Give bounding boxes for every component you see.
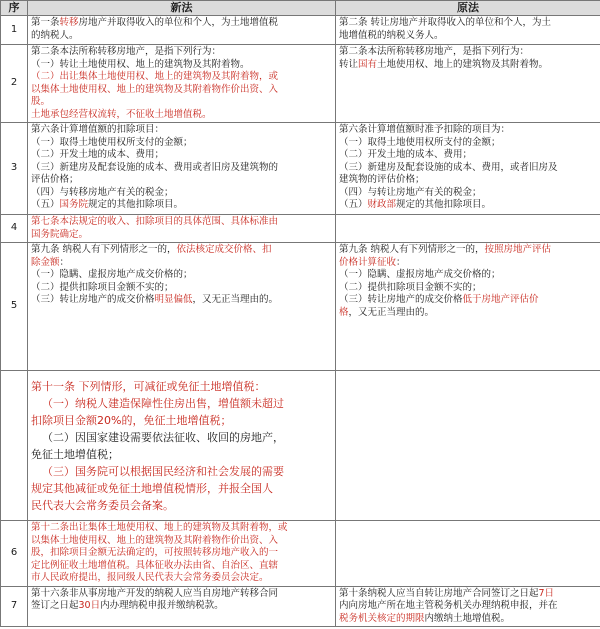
text-segment: （一）转让土地使用权、地上的建筑物及其附着物。 [31, 58, 250, 70]
text-segment: 规定的其他扣除项目。 [88, 199, 184, 210]
text-line [31, 96, 332, 109]
new-law-cell [28, 521, 336, 587]
changed-text: 土地承包经营权流转，不征收土地增值税。 [31, 108, 212, 120]
text-line [31, 109, 332, 122]
text-line [31, 30, 332, 43]
text-line [339, 307, 597, 320]
text-line [31, 600, 332, 613]
changed-text: 除金额 [31, 256, 60, 268]
text-line [339, 59, 597, 72]
text-segment: （二）开发土地的成本、费用； [339, 149, 473, 160]
text-segment: 第九条 纳税人有下列情形之一的， [31, 244, 177, 255]
text-line [339, 294, 597, 307]
text-line [339, 600, 597, 613]
changed-text: 按照房地产评估 [484, 244, 552, 255]
row-seq-cell: 5 [1, 243, 28, 371]
changed-text: 第十一条 下列情形，可减征或免征土地增值税： [31, 379, 266, 393]
text-line [31, 174, 332, 187]
changed-text: 第七条本法规定的收入、扣除项目的具体范围、具体标准由 [31, 216, 279, 227]
text-segment: 签订之日起 [31, 600, 79, 611]
text-segment: 第六条计算增值额的扣除项目： [31, 124, 165, 135]
text-line [339, 162, 597, 175]
changed-text: 7日 [538, 587, 555, 599]
text-line [339, 257, 597, 270]
text-segment: （一）取得土地使用权所支付的金额； [339, 136, 501, 148]
text-segment: 土地使用权、地上的建筑物及其附着物。 [377, 58, 549, 70]
new-law-cell [28, 586, 336, 627]
text-segment: （五） [339, 199, 368, 210]
table-body [1, 16, 600, 627]
text-line [339, 613, 597, 626]
changed-text: 转移 [59, 17, 79, 28]
text-segment: （二）提供扣除项目金额不实的； [31, 281, 174, 293]
new-law-cell [28, 123, 336, 215]
text-segment: 第九条 纳税人有下列情形之一的， [339, 244, 485, 255]
text-segment: ： [59, 256, 70, 268]
text-line [31, 282, 332, 295]
text-line [339, 30, 597, 43]
text-line [31, 199, 332, 212]
changed-text: 低于房地产评估价 [462, 294, 539, 305]
text-line [31, 269, 332, 282]
text-line [31, 137, 332, 150]
changed-text: 以集体土地使用权、地上的建筑物及其附着物作价出资、入 [31, 534, 279, 546]
old-law-cell [336, 586, 600, 627]
old-law-cell [336, 243, 600, 371]
text-segment: 的纳税人。 [31, 29, 79, 41]
new-law-cell [28, 243, 336, 371]
row-seq-cell: 7 [1, 586, 28, 627]
row-seq-cell: 1 [1, 16, 28, 45]
text-line [339, 269, 597, 282]
text-line [31, 294, 332, 307]
text-segment: 内缴纳土地增值税。 [424, 612, 511, 624]
changed-text: 明显偏低 [154, 294, 193, 305]
text-segment: （三）转让房地产的成交价格 [339, 294, 463, 305]
text-line [31, 59, 332, 72]
text-segment: 地增值税的纳税义务人。 [339, 29, 444, 41]
new-law-cell [28, 45, 336, 123]
changed-text: 国务院确定。 [31, 228, 89, 240]
text-segment: 房地产并取得收入的单位和个人，为土地增值税 [78, 17, 279, 28]
changed-text: 民代表大会常务委员会备案。 [31, 498, 174, 512]
text-line [339, 124, 597, 137]
table-row [1, 243, 600, 371]
text-line [31, 216, 332, 229]
old-law-cell [336, 521, 600, 587]
changed-text: 以集体土地使用权、地上的建筑物及其附着物作价出资、入 [31, 83, 279, 95]
text-line [339, 149, 597, 162]
text-segment: （一）隐瞒、虚报房地产成交价格的； [31, 269, 193, 280]
changed-text: 股，扣除项目金额无法确定的，可按照转移房地产收入的一 [31, 547, 279, 558]
old-law-cell [336, 45, 600, 123]
text-segment: 内向房地产所在地主管税务机关办理纳税申报，并在 [339, 600, 558, 611]
text-line [31, 378, 332, 395]
text-segment: 转让 [339, 58, 359, 70]
header-seq: 序 [1, 1, 28, 16]
text-line [31, 162, 332, 175]
text-segment: ： [396, 256, 406, 268]
new-law-cell [28, 215, 336, 243]
old-law-cell [336, 215, 600, 243]
text-segment: （二）提供扣除项目金额不实的； [339, 281, 482, 293]
changed-text: 价格计算征收 [339, 256, 397, 268]
changed-text: 国有 [358, 58, 378, 70]
text-line [339, 137, 597, 150]
text-line [339, 174, 597, 187]
old-law-cell [336, 123, 600, 215]
text-line [31, 560, 332, 573]
changed-text: 规定其他减征或免征土地增值税情形，并报全国人 [31, 481, 273, 495]
old-law-cell [336, 371, 600, 521]
text-line [31, 522, 332, 535]
text-line [31, 84, 332, 97]
text-segment: 第六条计算增值额时准予扣除的项目为： [339, 124, 511, 135]
text-line [31, 497, 332, 514]
text-line [339, 244, 597, 257]
text-segment: 第十条纳税人应当自转让房地产合同签订之日起 [339, 587, 539, 599]
text-line [339, 17, 597, 30]
text-segment: （一）取得土地使用权所支付的金额； [31, 136, 193, 148]
changed-text: 市人民政府提出，报同级人民代表大会常务委员会决定。 [31, 572, 269, 583]
text-line [31, 572, 332, 585]
text-segment: （三）转让房地产的成交价格 [31, 294, 155, 305]
table-row [1, 123, 600, 215]
table-row [1, 45, 600, 123]
changed-text: （二）出让集体土地使用权、地上的建筑物及其附着物，或 [31, 71, 279, 82]
header-new-law: 新法 [28, 1, 336, 16]
changed-text: 第十二条出让集体土地使用权、地上的建筑物及其附着物，或 [31, 522, 288, 533]
text-line [31, 588, 332, 601]
text-segment: 第一条 [31, 17, 60, 28]
text-segment: 第二条 转让房地产并取得收入的单位和个人，为土 [339, 17, 552, 28]
text-line [339, 282, 597, 295]
text-segment: ，又无正当理由的。 [192, 294, 279, 305]
text-line [31, 480, 332, 497]
text-segment: （一）隐瞒、虚报房地产成交价格的； [339, 269, 501, 280]
text-line [31, 547, 332, 560]
text-segment: 评估价格； [31, 174, 79, 185]
changed-text: 30日 [78, 600, 101, 611]
text-line [31, 187, 332, 200]
text-segment: （四）与转让房地产有关的税金； [339, 186, 482, 198]
text-line [31, 395, 332, 412]
text-segment: 第二条本法所称转移房地产，是指下列行为： [339, 46, 530, 57]
text-line [31, 149, 332, 162]
changed-text: 国务院 [59, 199, 89, 210]
table-row [1, 215, 600, 243]
text-line [31, 463, 332, 480]
text-line [339, 187, 597, 200]
text-line [31, 257, 332, 270]
changed-text: 财政部 [367, 199, 397, 210]
text-line [339, 588, 597, 601]
text-segment: 建筑物的评估价格； [339, 174, 425, 185]
old-law-cell [336, 16, 600, 45]
text-line [31, 229, 332, 242]
text-segment: 第二条本法所称转移房地产，是指下列行为： [31, 46, 222, 57]
text-segment: （四）与转移房地产有关的税金； [31, 186, 174, 198]
row-seq-cell: 3 [1, 123, 28, 215]
text-segment: （三）新建房及配套设施的成本、费用，或者旧房及 [339, 161, 558, 173]
text-segment: （二）因国家建设需要依法征收、收回的房地产， [42, 430, 284, 444]
text-line [31, 124, 332, 137]
text-segment: （三）新建房及配套设施的成本、费用或者旧房及建筑物的 [31, 161, 279, 173]
row-seq-cell: 2 [1, 45, 28, 123]
changed-text: 格 [339, 306, 349, 318]
changed-text: 依法核定成交价格、扣 [176, 244, 272, 255]
text-line [31, 446, 332, 463]
text-line [31, 46, 332, 59]
text-segment: 内办理纳税申报并缴纳税款。 [100, 600, 224, 611]
row-seq-cell: 6 [1, 521, 28, 587]
text-segment: 规定的其他扣除项目。 [396, 199, 492, 210]
text-segment: 免征土地增值税； [31, 447, 119, 461]
changed-text: 股。 [31, 96, 51, 107]
new-law-cell [28, 16, 336, 45]
table-row [1, 521, 600, 587]
table-row [1, 371, 600, 521]
text-line [31, 535, 332, 548]
changed-text: （三）国务院可以根据国民经济和社会发展的需要 [42, 464, 284, 478]
text-line [31, 429, 332, 446]
new-law-cell [28, 371, 336, 521]
text-line [339, 46, 597, 59]
text-segment: （二）开发土地的成本、费用； [31, 149, 165, 160]
text-segment: ，又无正当理由的。 [348, 306, 435, 318]
changed-text: 税务机关核定的期限 [339, 612, 425, 624]
table-row [1, 16, 600, 45]
changed-text: （一）纳税人建造保障性住房出售，增值额未超过 [42, 396, 284, 410]
header-old-law: 原法 [336, 1, 600, 16]
header-row [1, 1, 600, 16]
changed-text: 定比例征收土地增值税。具体征收办法由省、自治区、直辖 [31, 559, 279, 571]
row-seq-cell: 4 [1, 215, 28, 243]
text-line [31, 244, 332, 257]
table-row [1, 586, 600, 627]
text-line [31, 412, 332, 429]
text-segment: （五） [31, 199, 60, 210]
row-seq-cell [1, 371, 28, 521]
changed-text: 扣除项目金额20%的，免征土地增值税； [31, 413, 232, 427]
text-line [31, 71, 332, 84]
text-line [31, 17, 332, 30]
text-line [339, 199, 597, 212]
text-segment: 第十六条非从事房地产开发的纳税人应当自房地产转移合同 [31, 587, 279, 599]
